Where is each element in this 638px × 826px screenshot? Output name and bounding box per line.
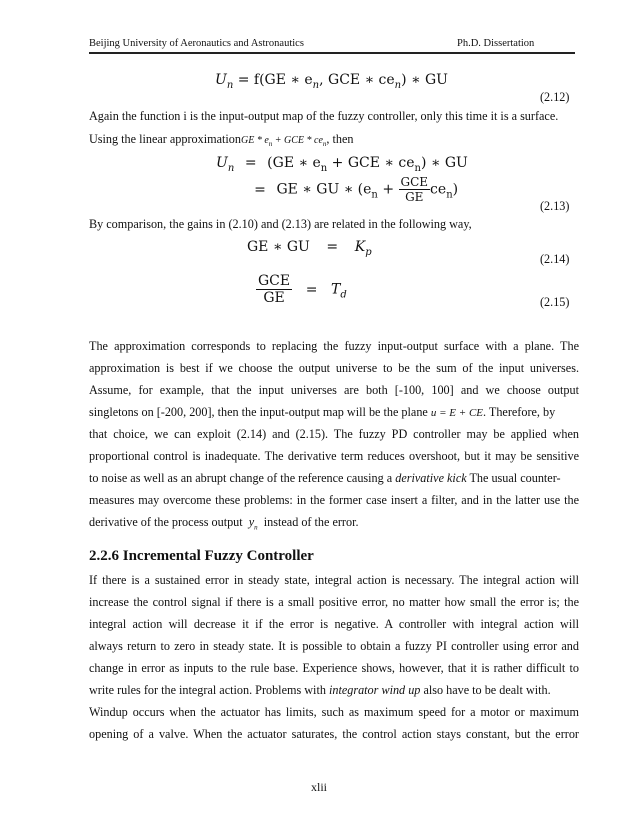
para4-line1: If there is a sustained error in steady state, integral action is necessary. The integral action will [89,573,579,587]
page-number: xlii [310,780,327,794]
para4-line8: opening of a valve. When the actuator saturates, the control action stays constant, but the error [89,727,579,741]
section-heading: 2.2.6 Incremental Fuzzy Controller [89,548,314,564]
para4-line7: Windup occurs when the actuator has limits, such as maximum speed for a motor or maximum [89,705,579,719]
para1-line2: Using the linear approximationGE * $e_n$ + GCE * $ce_n$, then [89,132,354,148]
para4-line2: increase the control signal if there is a small positive error, no matter how small the error is; the [89,595,579,609]
para3-line6: proportional control is inadequate. The derivative term reduces overshoot, but it may be sensitive [89,449,579,463]
para3-line5: that choice, we can exploit (2.14) and (2.15). The fuzzy PD controller may be applied when [89,427,579,441]
para3-line9: derivative of the process output $y_n$ instead of the error. [89,515,359,532]
para3-line2: approximation is best if we choose the output universe to be the sum of the input universes. [89,361,579,375]
para3-line3: Assume, for example, that the input universes are both [-100, 100] and we choose output [89,383,579,397]
header-degree: Ph.D. Dissertation [457,38,535,49]
equation-2-13-row1: $U_n = (GE$ ∗ $e_n$ + GCE ∗ $ce_n$) ∗ GU [216,155,468,174]
equation-number-2-13: (2.13) [540,199,570,213]
equation-2-13-row2: = GE ∗ GU ∗ ($e_n$ + $\frac{\text{GCE}}{GE}$ $ce_n$) [254,175,459,204]
equation-number-2-12: (2.12) [540,90,570,104]
para3-line1: The approximation corresponds to replacing the fuzzy input-output surface with a plane. The [89,339,579,353]
equation-number-2-15: (2.15) [540,295,570,309]
para1-line1: Again the function i is the input-output map of the fuzzy controller, only this time it is a surface. [89,109,559,123]
para4-line5: change in error as inputs to the rule base. Experience shows, however, that it is rather difficult to [89,661,579,675]
header-institution: Beijing University of Aeronautics and Astronautics [89,38,304,49]
equation-2-14: GE ∗ GU = $K_p$ [247,239,372,258]
equation-2-12: $U_n = f(GE$ ∗ $e_n$, GCE ∗ $ce_n$) ∗ GU [215,72,448,91]
para4-line6: write rules for the integral action. Problems with integrator wind up also have to be dealt with. [89,683,551,697]
running-header [89,38,575,54]
equation-number-2-14: (2.14) [540,252,570,266]
para3-line4: singletons on [-200, 200], then the input-output map will be the plane u = E + CE. Therefore, by [89,405,556,419]
para4-line3: integral action will decrease it if the error is negative. A controller with integral action will [89,617,579,631]
para3-line8: measures may overcome these problems: in the former case insert a filter, and in the latter use the [89,493,579,507]
para4-line4: always return to zero in steady state. It is possible to obtain a fuzzy PI controller using error and [89,639,579,653]
para2-line1: By comparison, the gains in (2.10) and (2.13) are related in the following way, [89,217,472,231]
para3-line7: to noise as well as an abrupt change of the reference causing a derivative kick The usual counter- [89,471,561,485]
equation-2-15: $\frac{\text{GCE}}{GE}$ = $T_d$ [258,273,347,306]
